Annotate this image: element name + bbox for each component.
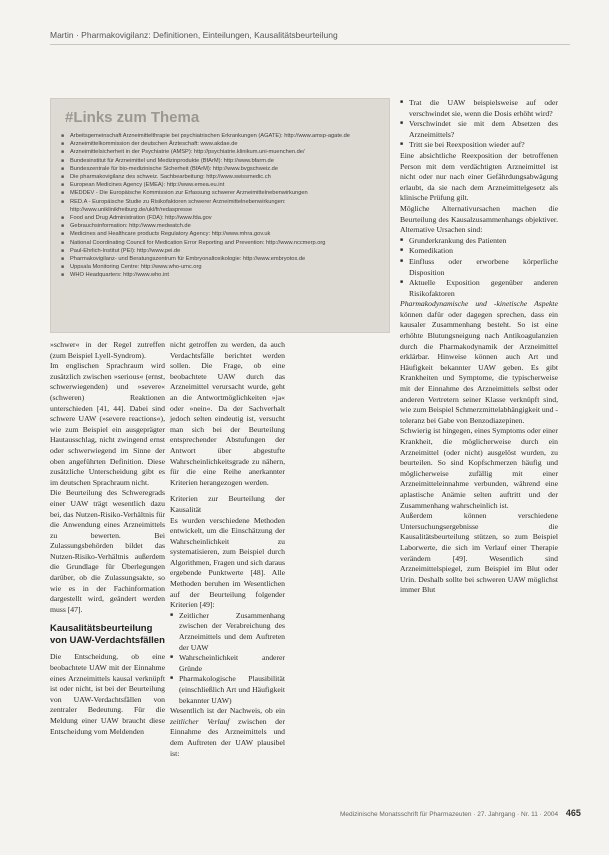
paragraph: Im englischen Sprachraum wird zusätzlich zwischen »serious« (ernst, schwerwiegenden) und »severe« (schweren) Reaktionen unterschieden [41, 44]. Dabei sind schwere UAW (»severe reactions«), wie zum Beispiel ein ausgeprägter Hautausschlag, nicht zwingend ernst oder schwerwiegend im Sinne der oben angeführten Definition. Diese zusätzliche Unterscheidung gibt es im deutschen Sprachraum nicht.: [50, 361, 165, 487]
text-column-3: [400, 98, 558, 596]
paragraph: »schwer« in der Regel zutreffen (zum Beispiel Lyell-Syndrom).: [50, 340, 165, 360]
emphasis: zeitlicher Verlauf: [170, 716, 230, 726]
links-list: [61, 132, 379, 280]
paragraph: Schwierig ist hingegen, eines Symptoms oder einer Krankheit, die möglicherweise durch ein Arzneimittel (oder nicht) ausgelöst wurden, zu beurteilen. So sind Kopfschmerzen häufig und möglicherweise zufällig mit einer Arzneimitteleinnahme verbunden, während eine aplastische Anämie selten auftritt und der Zusammenhang wahrscheinlich ist.: [400, 426, 558, 510]
links-box-title: #Links zum Thema: [65, 109, 200, 126]
journal-citation: Medizinische Monatsschrift für Pharmazeuten · 27. Jahrgang · Nr. 11 · 2004: [340, 811, 559, 818]
list-item: ■ Komedikation: [400, 246, 558, 257]
list-item: ■ Wahrscheinlichkeit anderer Gründe: [170, 653, 285, 674]
paragraph: Mögliche Alternativursachen machen die Beurteilung des Kausalzusammenhangs objektiver. Alternative Ursachen sind:: [400, 203, 558, 235]
link-item[interactable]: ■ Die pharmakovigilanz des schweiz. Sachbearbeitung: http://www.swissmedic.ch: [61, 173, 379, 181]
link-item[interactable]: ■ Food and Drug Administration (FDA): http://www.fda.gov: [61, 214, 379, 222]
link-item[interactable]: ■ European Medicines Agency (EMEA): http://www.emea.eu.int: [61, 181, 379, 189]
paragraph: Die Entscheidung, ob eine beobachtete UAW mit der Einnahme eines Arzneimittels kausal verknüpft ist oder nicht, ist bei der Beurteilung von UAW-Verdachtsfällen von zentraler Bedeutung. Für die Meldung einer UAW braucht diese Entscheidung vom Meldenden: [50, 652, 165, 736]
paragraph: Die Beurteilung des Schweregrads einer UAW trägt wesentlich dazu bei, das Nutzen-Risiko-Verhältnis für die Anwendung eines Arzneimittels zu bewerten. Bei Zulassungsbehörden bildet das Nutzen-Risiko-Verhältnis außerdem die Grundlage für Überlegungen darüber, ob die Zulassungsakte, so wie es in der Fachinformation dargestellt wird, geändert werden muss [47].: [50, 488, 165, 614]
list-item: ■ Trat die UAW beispielsweise auf oder verschwindet sie, wenn die Dosis erhöht wird?: [400, 98, 558, 119]
link-item[interactable]: ■ National Coordinating Council for Medication Error Reporting and Prevention: http://www.nccmerp.org: [61, 239, 379, 247]
link-item[interactable]: ■ Pharmakovigilanz- und Beratungszentrum für Embryonaltoxikologie: http://www.embryotox.de: [61, 255, 379, 263]
alternative-causes-list: [400, 236, 558, 300]
list-item: ■ Verschwindet sie mit dem Absetzen des Arzneimittels?: [400, 119, 558, 140]
list-item: ■ Zeitlicher Zusammenhang zwischen der Verabreichung des Arzneimittels und dem Auftreten der UAW: [170, 611, 285, 653]
link-item[interactable]: ■ Medicines and Healthcare products Regulatory Agency: http://www.mhra.gov.uk: [61, 230, 379, 238]
link-item[interactable]: ■ Paul-Ehrlich-Institut (PEI): http://www.pei.de: [61, 247, 379, 255]
list-item: ■ Grunderkrankung des Patienten: [400, 236, 558, 247]
running-head: Martin · Pharmakovigilanz: Definitionen, Einteilungen, Kausalitätsbeurteilung: [50, 30, 338, 40]
page-number: 465: [565, 808, 581, 818]
link-item[interactable]: ■ Arzneimittelkommission der deutschen Ärzteschaft: www.akdae.de: [61, 140, 379, 148]
emphasis: Pharmakodynamische und -kinetische Aspekte: [400, 299, 558, 309]
paragraph: [170, 706, 285, 759]
list-item: ■ Tritt sie bei Reexposition wieder auf?: [400, 140, 558, 151]
links-box: [50, 98, 390, 333]
paragraph: nicht getroffen zu werden, da auch Verdachtsfälle berichtet werden sollen. Die Frage, ob eine beobachtete UAW durch das Arzneimittel verursacht wurde, geht an die Antwortmöglichkeiten »ja« oder »nein«. Da der Sachverhalt jedoch selten eindeutig ist, versucht man sich bei der Beurteilung entsprechender Abstufungen der Antwort über abgestufte Wahrscheinlichkeitsgrade zu nähern, für die eine Reihe anerkannter Kriterien herangezogen werden.: [170, 340, 285, 487]
section-heading: Kausalitätsbeurteilung von UAW-Verdachtsfällen: [50, 623, 165, 647]
text-run: können dafür oder dagegen sprechen, dass ein kausaler Zusammenhang besteht. So ist eine erhöhte Blutungsneigung nach Antikoagulanzien durch die Pharmakodynamik der Arzneimittel erklärbar. Hinweise können auch Art und Häufigkeit bekannter UAW geben. Es gibt Krankheiten und Symptome, die typischerweise mit der Einnahme des Arzneimittels selbst oder anderen Vertretern seiner Klasse verknüpft sind, wie zum Beispiel Schmerzmittelabhängigkeit und -toleranz bei Gabe von Benzodiazepinen.: [400, 309, 558, 425]
header-rule: [50, 44, 570, 45]
paragraph: Eine absichtliche Reexposition der betroffenen Person mit dem verdächtigten Arzneimittel ist nicht oder nur nach einer Gefährdungsabwägung erlaubt, da sie nach dem Arzneimittelgesetz als klinische Prüfung gilt.: [400, 150, 558, 203]
link-item[interactable]: ■ Bundesinstitut für Arzneimittel und Medizinprodukte (BfArM): http://www.bfarm.de: [61, 157, 379, 165]
text-column-1: [50, 340, 165, 737]
question-list: [400, 98, 558, 151]
paragraph: Es wurden verschiedene Methoden entwickelt, um die Einschätzung der Wahrscheinlichkeit zu systematisieren, zum Beispiel durch Algorithmen, Fragen und sich daraus ergebende Punktwerte [48]. Alle Methoden beruhen im Wesentlichen auf der Beurteilung folgender Kriterien [49]:: [170, 515, 285, 610]
subheading: Kriterien zur Beurteilung der Kausalität: [170, 494, 285, 514]
link-item[interactable]: ■ Bundeszentrale für bio-medizinische Sicherheit (BfArM): http://www.bvgschweiz.de: [61, 165, 379, 173]
link-item[interactable]: ■ RED.A - Europäische Studie zu Risikofaktoren schwerer Arzneimittelnebenwirkungen: http://www.uniklinikfreiburg.de/ukl/fr/redaspresse: [61, 198, 379, 214]
link-item[interactable]: ■ Gebrauchsinformation: http://www.medwatch.de: [61, 222, 379, 230]
criteria-list: [170, 611, 285, 706]
text-run: zwischen der Einnahme des Arzneimittels und dem Auftreten der UAW plausibel ist:: [170, 716, 286, 758]
link-item[interactable]: ■ Uppsala Monitoring Centre: http://www.who-umc.org: [61, 263, 379, 271]
list-item: ■ Aktuelle Exposition gegenüber anderen Risikofaktoren: [400, 278, 558, 299]
link-item[interactable]: ■ Arzneimittelsicherheit in der Psychiatrie (AMSP): http://psychiatrie.klinikum.uni-muenchen.de/: [61, 148, 379, 156]
text-run: Wesentlich ist der Nachweis, ob ein: [170, 706, 285, 716]
list-item: ■ Pharmakologische Plausibilität (einschließlich Art und Häufigkeit bekannter UAW): [170, 674, 285, 706]
text-column-2: [170, 340, 285, 759]
link-item[interactable]: ■ MEDDEV - Die Europäische Kommission zur Erfassung schwerer Arzneimittelnebenwirkungen: [61, 189, 379, 197]
list-item: ■ Einfluss oder erworbene körperliche Disposition: [400, 257, 558, 278]
page-footer: [340, 808, 581, 818]
paragraph: [400, 299, 558, 426]
link-item[interactable]: ■ Arbeitsgemeinschaft Arzneimittelthrapie bei psychiatrischen Erkrankungen (AGATE): http://www.amsp-agate.de: [61, 132, 379, 140]
paragraph: Außerdem können verschiedene Untersuchungsergebnisse die Kausalitätsbeurteilung stützen, so zum Beispiel Laborwerte, die sich im Verlauf einer Therapie verändern [49]. Wesentlich sind Arzneimittelspiegel, zum Beispiel im Blut oder Urin. Deshalb sollte bei schweren UAW möglichst immer Blut: [400, 511, 558, 595]
link-item[interactable]: ■ WHO Headquarters: http://www.who.int: [61, 271, 379, 279]
